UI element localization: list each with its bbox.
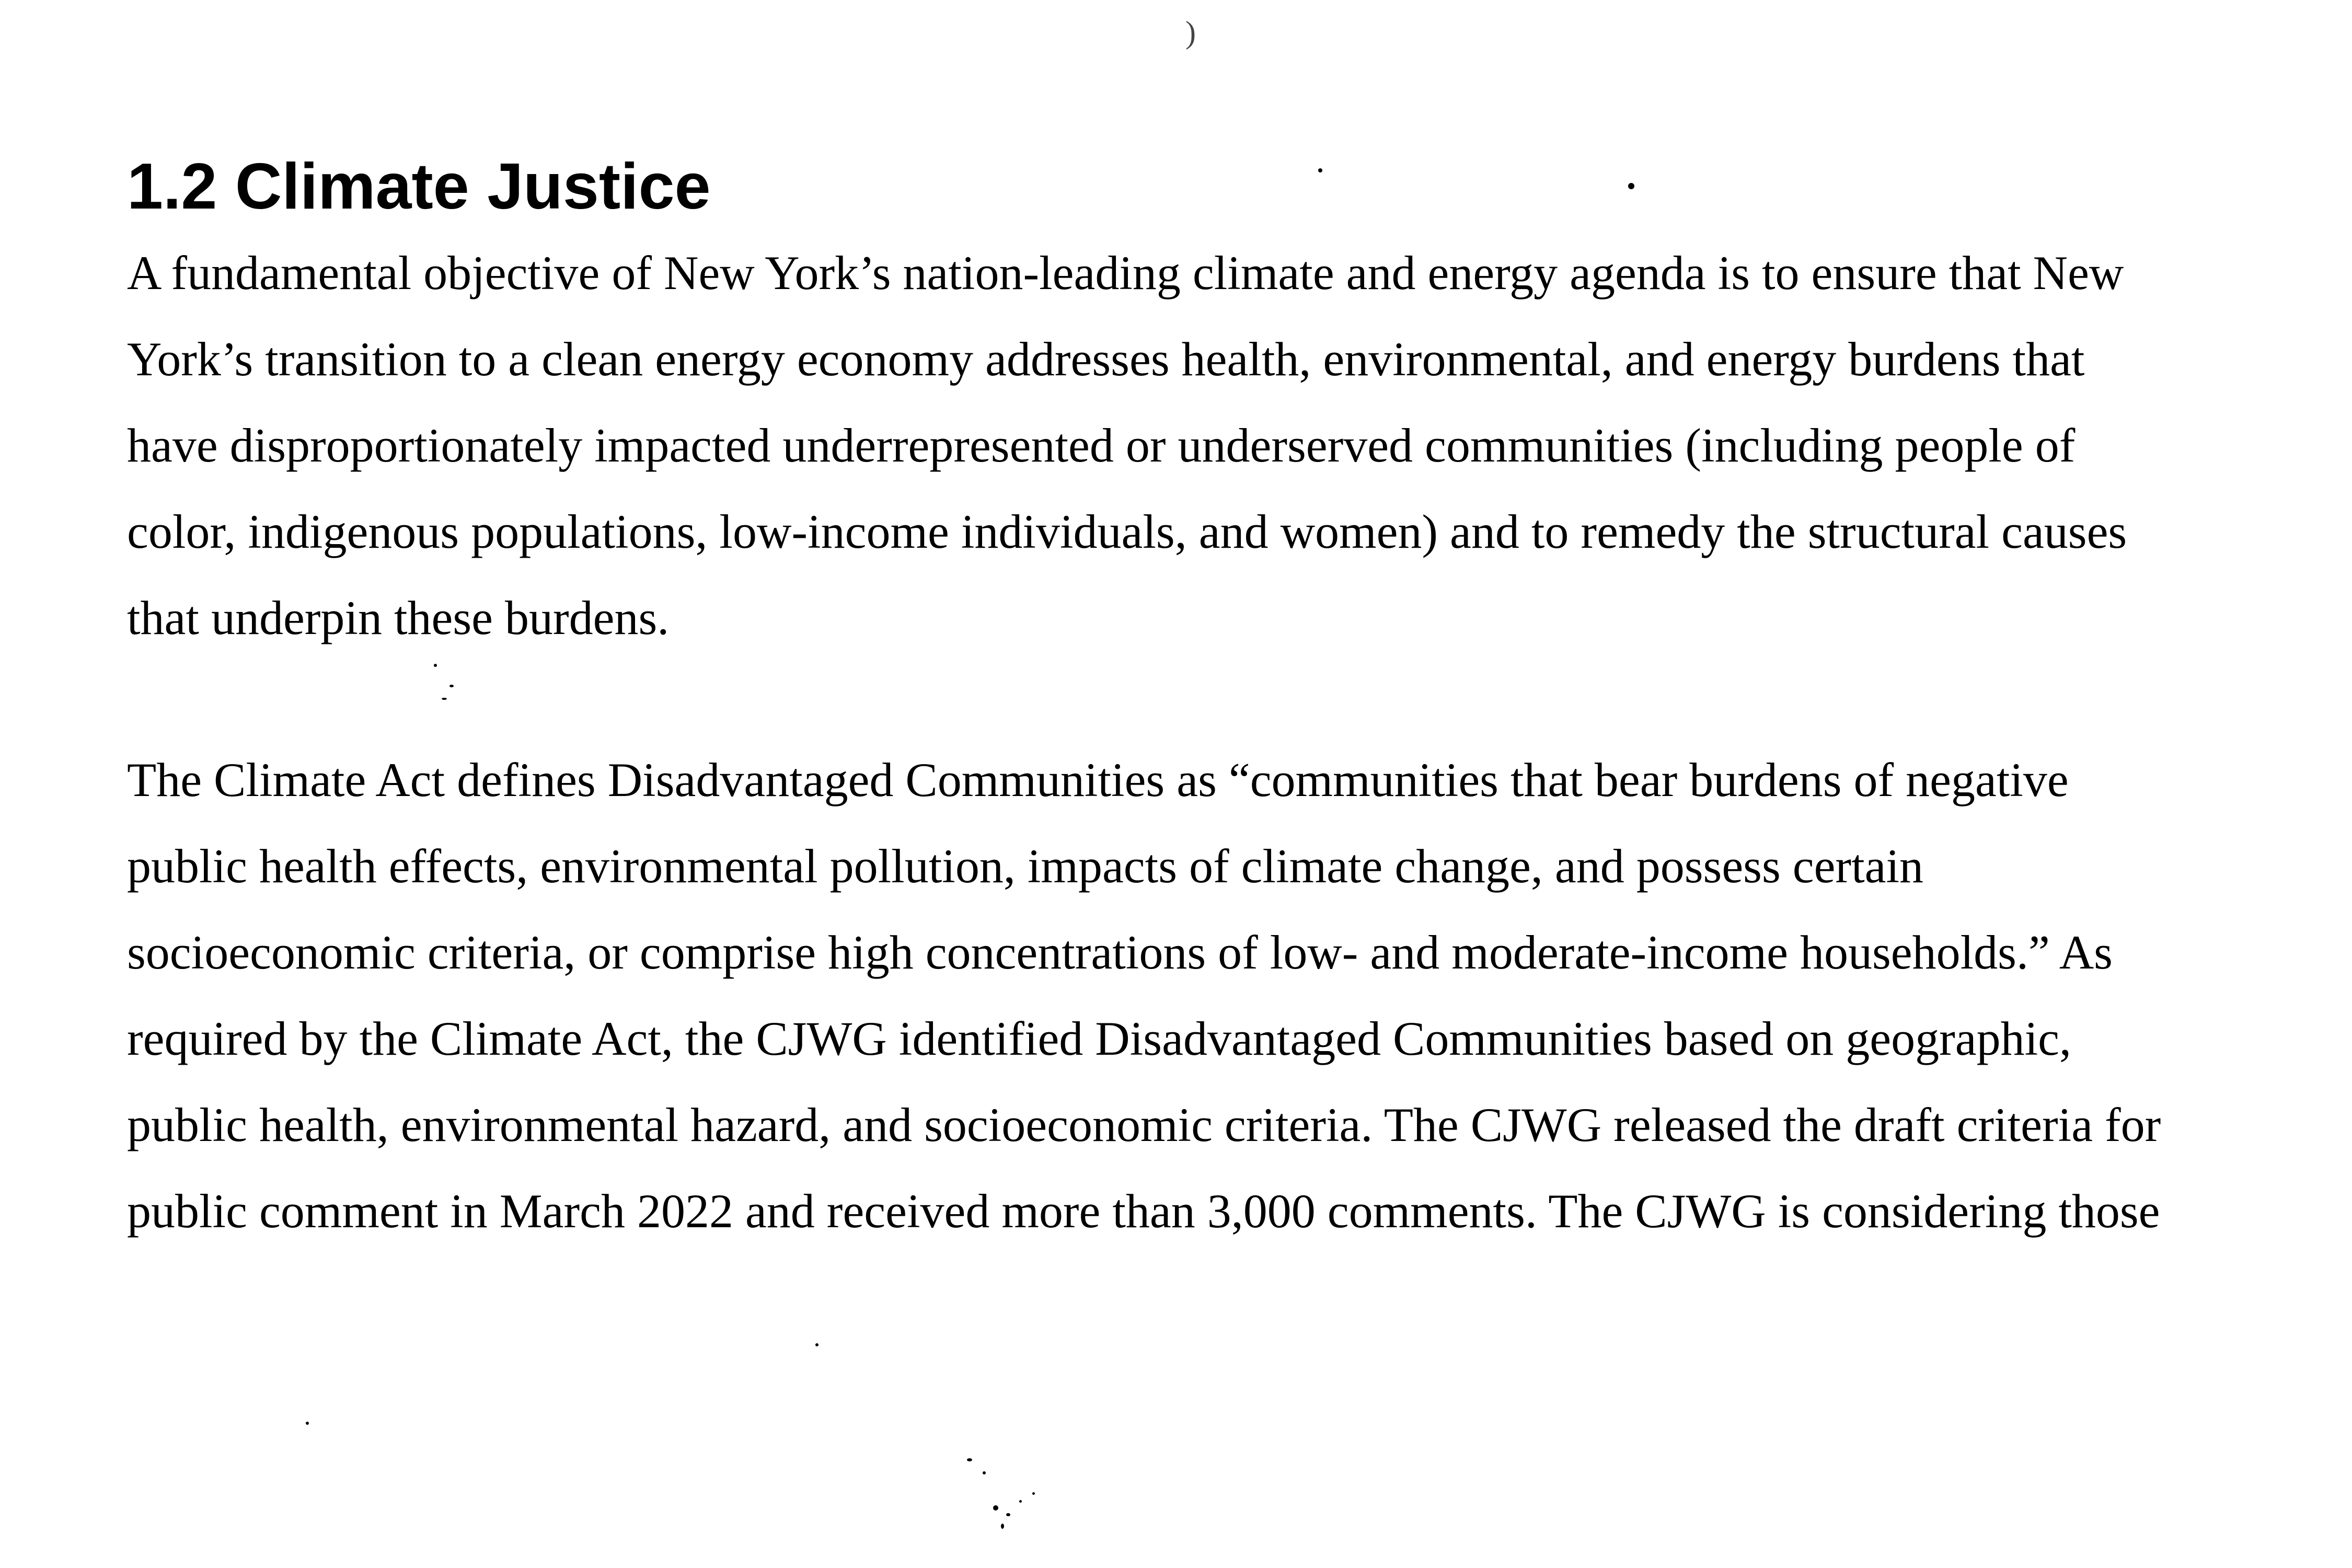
section-heading: 1.2 Climate Justice: [127, 151, 711, 223]
paragraph-line: have disproportionately impacted underrepresented or underserved communities (including people of: [127, 419, 2076, 472]
scan-speck: [967, 1458, 972, 1461]
scan-speck: [1318, 168, 1322, 172]
scan-speck: [1628, 183, 1634, 189]
scan-speck: [993, 1505, 998, 1511]
scan-speck: [449, 685, 454, 687]
paragraph-line: public health, environmental hazard, and socioeconomic criteria. The CJWG released the draft criteria for: [127, 1098, 2161, 1151]
scan-speck: [1001, 1524, 1004, 1529]
paragraph-line: York’s transition to a clean energy economy addresses health, environmental, and energy burdens that: [127, 332, 2085, 386]
paragraph-line: public comment in March 2022 and received more than 3,000 comments. The CJWG is considering those: [127, 1184, 2160, 1238]
scan-speck: [1032, 1492, 1035, 1495]
scan-speck: [434, 664, 437, 667]
paragraph-line: that underpin these burdens.: [127, 591, 670, 644]
paragraph-line: The Climate Act defines Disadvantaged Communities as “communities that bear burdens of negative: [127, 753, 2069, 806]
paragraph-climate-objective: [127, 230, 2239, 661]
paragraph-line: public health effects, environmental pollution, impacts of climate change, and possess certain: [127, 839, 1924, 893]
paragraph-line: A fundamental objective of New York’s nation-leading climate and energy agenda is to ensure that New: [127, 246, 2124, 299]
scan-speck: [815, 1343, 818, 1346]
paragraph-line: color, indigenous populations, low-income individuals, and women) and to remedy the structural causes: [127, 505, 2127, 558]
scan-artifact-mark: ): [1185, 15, 1196, 50]
scan-speck: [442, 698, 447, 700]
scan-speck: [306, 1422, 309, 1425]
scan-speck: [1019, 1500, 1022, 1503]
paragraph-disadvantaged-communities: [127, 737, 2239, 1254]
paragraph-line: socioeconomic criteria, or comprise high concentrations of low- and moderate-income households.” As: [127, 926, 2113, 979]
scan-speck: [1006, 1513, 1010, 1516]
paragraph-line: required by the Climate Act, the CJWG identified Disadvantaged Communities based on geographic,: [127, 1012, 2071, 1065]
scan-speck: [983, 1471, 986, 1474]
